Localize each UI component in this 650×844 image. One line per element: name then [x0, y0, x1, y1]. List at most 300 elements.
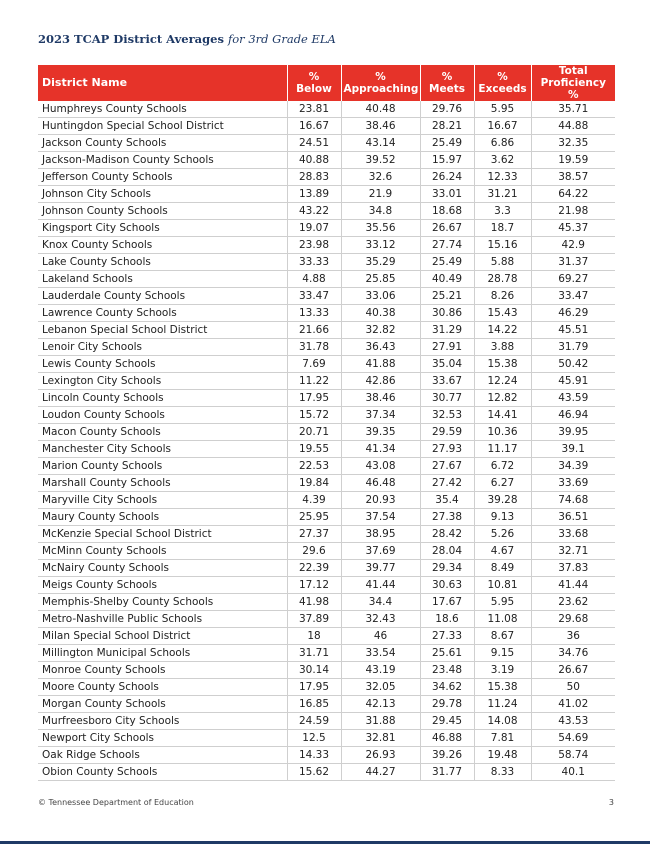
approaching-cell: 31.88	[341, 713, 420, 730]
header-label: %	[441, 71, 453, 83]
exceeds-cell: 5.95	[474, 594, 531, 611]
approaching-cell: 35.29	[341, 254, 420, 271]
exceeds-cell: 15.38	[474, 679, 531, 696]
header-label: Approaching	[343, 83, 419, 95]
table-row	[38, 526, 615, 543]
header-meets	[420, 65, 474, 101]
table-row	[38, 560, 615, 577]
district-name-cell: Kingsport City Schools	[38, 220, 287, 237]
table-row	[38, 101, 615, 118]
total-proficiency-cell: 34.76	[531, 645, 615, 662]
table-row	[38, 662, 615, 679]
exceeds-cell: 15.43	[474, 305, 531, 322]
district-name-cell: Oak Ridge Schools	[38, 747, 287, 764]
meets-cell: 30.63	[420, 577, 474, 594]
total-proficiency-cell: 45.91	[531, 373, 615, 390]
table-row	[38, 186, 615, 203]
total-proficiency-cell: 36.51	[531, 509, 615, 526]
total-proficiency-cell: 29.68	[531, 611, 615, 628]
below-cell: 13.89	[287, 186, 341, 203]
total-proficiency-cell: 45.51	[531, 322, 615, 339]
district-name-cell: Obion County Schools	[38, 764, 287, 781]
table-row	[38, 577, 615, 594]
exceeds-cell: 11.08	[474, 611, 531, 628]
meets-cell: 31.77	[420, 764, 474, 781]
approaching-cell: 33.06	[341, 288, 420, 305]
exceeds-cell: 9.13	[474, 509, 531, 526]
exceeds-cell: 9.15	[474, 645, 531, 662]
district-name-cell: Manchester City Schools	[38, 441, 287, 458]
approaching-cell: 32.81	[341, 730, 420, 747]
district-name-cell: Lewis County Schools	[38, 356, 287, 373]
meets-cell: 26.67	[420, 220, 474, 237]
table-row	[38, 135, 615, 152]
below-cell: 23.98	[287, 237, 341, 254]
exceeds-cell: 4.67	[474, 543, 531, 560]
meets-cell: 46.88	[420, 730, 474, 747]
exceeds-cell: 8.33	[474, 764, 531, 781]
approaching-cell: 41.44	[341, 577, 420, 594]
below-cell: 29.6	[287, 543, 341, 560]
table-row	[38, 543, 615, 560]
exceeds-cell: 8.26	[474, 288, 531, 305]
exceeds-cell: 18.7	[474, 220, 531, 237]
exceeds-cell: 14.41	[474, 407, 531, 424]
exceeds-cell: 28.78	[474, 271, 531, 288]
meets-cell: 29.34	[420, 560, 474, 577]
approaching-cell: 36.43	[341, 339, 420, 356]
approaching-cell: 34.4	[341, 594, 420, 611]
district-name-cell: Huntingdon Special School District	[38, 118, 287, 135]
meets-cell: 26.24	[420, 169, 474, 186]
below-cell: 41.98	[287, 594, 341, 611]
table-row	[38, 203, 615, 220]
approaching-cell: 43.08	[341, 458, 420, 475]
total-proficiency-cell: 44.88	[531, 118, 615, 135]
approaching-cell: 41.34	[341, 441, 420, 458]
district-name-cell: Meigs County Schools	[38, 577, 287, 594]
approaching-cell: 35.56	[341, 220, 420, 237]
table-row	[38, 220, 615, 237]
table-row	[38, 764, 615, 781]
table-row	[38, 492, 615, 509]
district-name-cell: Knox County Schools	[38, 237, 287, 254]
meets-cell: 25.21	[420, 288, 474, 305]
table-row	[38, 271, 615, 288]
meets-cell: 27.33	[420, 628, 474, 645]
meets-cell: 29.76	[420, 101, 474, 118]
table-header-row	[38, 65, 615, 101]
total-proficiency-cell: 33.47	[531, 288, 615, 305]
district-name-cell: Lexington City Schools	[38, 373, 287, 390]
header-label: %	[375, 71, 386, 83]
table-row	[38, 611, 615, 628]
approaching-cell: 21.9	[341, 186, 420, 203]
below-cell: 24.59	[287, 713, 341, 730]
below-cell: 31.71	[287, 645, 341, 662]
page-number: 3	[608, 798, 614, 807]
approaching-cell: 34.8	[341, 203, 420, 220]
meets-cell: 25.49	[420, 135, 474, 152]
exceeds-cell: 14.22	[474, 322, 531, 339]
exceeds-cell: 5.88	[474, 254, 531, 271]
table-row	[38, 356, 615, 373]
total-proficiency-cell: 43.53	[531, 713, 615, 730]
exceeds-cell: 3.3	[474, 203, 531, 220]
district-name-cell: Murfreesboro City Schools	[38, 713, 287, 730]
exceeds-cell: 11.24	[474, 696, 531, 713]
below-cell: 17.95	[287, 679, 341, 696]
exceeds-cell: 15.38	[474, 356, 531, 373]
below-cell: 43.22	[287, 203, 341, 220]
meets-cell: 29.59	[420, 424, 474, 441]
district-name-cell: Monroe County Schools	[38, 662, 287, 679]
table-row	[38, 679, 615, 696]
below-cell: 7.69	[287, 356, 341, 373]
total-proficiency-cell: 35.71	[531, 101, 615, 118]
below-cell: 19.55	[287, 441, 341, 458]
approaching-cell: 41.88	[341, 356, 420, 373]
district-name-cell: Johnson City Schools	[38, 186, 287, 203]
meets-cell: 18.68	[420, 203, 474, 220]
below-cell: 17.12	[287, 577, 341, 594]
below-cell: 22.53	[287, 458, 341, 475]
approaching-cell: 37.69	[341, 543, 420, 560]
header-label: Proficiency %	[540, 77, 606, 101]
below-cell: 13.33	[287, 305, 341, 322]
district-name-cell: Maury County Schools	[38, 509, 287, 526]
table-row	[38, 441, 615, 458]
meets-cell: 18.6	[420, 611, 474, 628]
approaching-cell: 46.48	[341, 475, 420, 492]
district-name-cell: Macon County Schools	[38, 424, 287, 441]
district-name-cell: Millington Municipal Schools	[38, 645, 287, 662]
total-proficiency-cell: 23.62	[531, 594, 615, 611]
district-name-cell: Lenoir City Schools	[38, 339, 287, 356]
total-proficiency-cell: 69.27	[531, 271, 615, 288]
approaching-cell: 37.34	[341, 407, 420, 424]
table-row	[38, 713, 615, 730]
district-name-cell: Newport City Schools	[38, 730, 287, 747]
meets-cell: 17.67	[420, 594, 474, 611]
approaching-cell: 20.93	[341, 492, 420, 509]
approaching-cell: 38.95	[341, 526, 420, 543]
meets-cell: 23.48	[420, 662, 474, 679]
header-label: %	[497, 71, 508, 83]
below-cell: 21.66	[287, 322, 341, 339]
approaching-cell: 25.85	[341, 271, 420, 288]
approaching-cell: 32.6	[341, 169, 420, 186]
meets-cell: 27.38	[420, 509, 474, 526]
meets-cell: 30.77	[420, 390, 474, 407]
approaching-cell: 42.13	[341, 696, 420, 713]
meets-cell: 29.45	[420, 713, 474, 730]
below-cell: 23.81	[287, 101, 341, 118]
district-name-cell: Jefferson County Schools	[38, 169, 287, 186]
approaching-cell: 38.46	[341, 390, 420, 407]
exceeds-cell: 31.21	[474, 186, 531, 203]
exceeds-cell: 10.81	[474, 577, 531, 594]
total-proficiency-cell: 45.37	[531, 220, 615, 237]
district-name-cell: Lawrence County Schools	[38, 305, 287, 322]
table-row	[38, 373, 615, 390]
district-name-cell: Loudon County Schools	[38, 407, 287, 424]
table-row	[38, 594, 615, 611]
total-proficiency-cell: 64.22	[531, 186, 615, 203]
below-cell: 15.72	[287, 407, 341, 424]
meets-cell: 32.53	[420, 407, 474, 424]
meets-cell: 31.29	[420, 322, 474, 339]
table-row	[38, 645, 615, 662]
approaching-cell: 44.27	[341, 764, 420, 781]
table-row	[38, 288, 615, 305]
table-row	[38, 322, 615, 339]
below-cell: 4.39	[287, 492, 341, 509]
approaching-cell: 32.43	[341, 611, 420, 628]
district-name-cell: Lebanon Special School District	[38, 322, 287, 339]
meets-cell: 28.04	[420, 543, 474, 560]
total-proficiency-cell: 36	[531, 628, 615, 645]
table-row	[38, 696, 615, 713]
district-name-cell: McNairy County Schools	[38, 560, 287, 577]
total-proficiency-cell: 32.71	[531, 543, 615, 560]
approaching-cell: 26.93	[341, 747, 420, 764]
exceeds-cell: 8.67	[474, 628, 531, 645]
exceeds-cell: 14.08	[474, 713, 531, 730]
total-proficiency-cell: 38.57	[531, 169, 615, 186]
exceeds-cell: 6.27	[474, 475, 531, 492]
district-name-cell: McKenzie Special School District	[38, 526, 287, 543]
table-row	[38, 118, 615, 135]
table-row	[38, 339, 615, 356]
district-table	[38, 65, 615, 781]
district-name-cell: Marion County Schools	[38, 458, 287, 475]
below-cell: 14.33	[287, 747, 341, 764]
header-exceeds	[474, 65, 531, 101]
approaching-cell: 39.35	[341, 424, 420, 441]
table-row	[38, 390, 615, 407]
total-proficiency-cell: 31.37	[531, 254, 615, 271]
meets-cell: 28.21	[420, 118, 474, 135]
total-proficiency-cell: 54.69	[531, 730, 615, 747]
approaching-cell: 37.54	[341, 509, 420, 526]
header-label: District Name	[42, 76, 128, 89]
district-name-cell: Lake County Schools	[38, 254, 287, 271]
meets-cell: 33.01	[420, 186, 474, 203]
table-row	[38, 730, 615, 747]
exceeds-cell: 6.86	[474, 135, 531, 152]
meets-cell: 35.4	[420, 492, 474, 509]
below-cell: 25.95	[287, 509, 341, 526]
header-label: Exceeds	[478, 83, 527, 95]
exceeds-cell: 8.49	[474, 560, 531, 577]
table-row	[38, 407, 615, 424]
meets-cell: 29.78	[420, 696, 474, 713]
total-proficiency-cell: 33.69	[531, 475, 615, 492]
title-subtitle: for 3rd Grade ELA	[227, 32, 336, 46]
below-cell: 27.37	[287, 526, 341, 543]
table-row	[38, 305, 615, 322]
meets-cell: 15.97	[420, 152, 474, 169]
table-row	[38, 237, 615, 254]
below-cell: 18	[287, 628, 341, 645]
below-cell: 24.51	[287, 135, 341, 152]
table-body	[38, 101, 615, 781]
exceeds-cell: 15.16	[474, 237, 531, 254]
district-name-cell: Lincoln County Schools	[38, 390, 287, 407]
total-proficiency-cell: 58.74	[531, 747, 615, 764]
table-row	[38, 254, 615, 271]
exceeds-cell: 39.28	[474, 492, 531, 509]
district-name-cell: Marshall County Schools	[38, 475, 287, 492]
exceeds-cell: 12.82	[474, 390, 531, 407]
below-cell: 22.39	[287, 560, 341, 577]
page-title	[38, 32, 336, 46]
total-proficiency-cell: 26.67	[531, 662, 615, 679]
header-approaching	[341, 65, 420, 101]
header-label: Meets	[429, 83, 465, 95]
exceeds-cell: 12.24	[474, 373, 531, 390]
meets-cell: 27.91	[420, 339, 474, 356]
total-proficiency-cell: 41.02	[531, 696, 615, 713]
approaching-cell: 43.19	[341, 662, 420, 679]
district-name-cell: Johnson County Schools	[38, 203, 287, 220]
approaching-cell: 43.14	[341, 135, 420, 152]
table-row	[38, 475, 615, 492]
total-proficiency-cell: 33.68	[531, 526, 615, 543]
below-cell: 12.5	[287, 730, 341, 747]
table-row	[38, 152, 615, 169]
meets-cell: 39.26	[420, 747, 474, 764]
approaching-cell: 32.82	[341, 322, 420, 339]
meets-cell: 25.49	[420, 254, 474, 271]
below-cell: 37.89	[287, 611, 341, 628]
below-cell: 30.14	[287, 662, 341, 679]
total-proficiency-cell: 31.79	[531, 339, 615, 356]
exceeds-cell: 5.26	[474, 526, 531, 543]
meets-cell: 40.49	[420, 271, 474, 288]
footer-copyright: © Tennessee Department of Education	[38, 798, 194, 807]
district-name-cell: Memphis-Shelby County Schools	[38, 594, 287, 611]
below-cell: 28.83	[287, 169, 341, 186]
district-name-cell: Moore County Schools	[38, 679, 287, 696]
exceeds-cell: 7.81	[474, 730, 531, 747]
below-cell: 19.07	[287, 220, 341, 237]
below-cell: 20.71	[287, 424, 341, 441]
total-proficiency-cell: 50.42	[531, 356, 615, 373]
below-cell: 33.33	[287, 254, 341, 271]
district-name-cell: Milan Special School District	[38, 628, 287, 645]
header-below	[287, 65, 341, 101]
below-cell: 33.47	[287, 288, 341, 305]
title-main: 2023 TCAP District Averages	[38, 32, 224, 46]
approaching-cell: 40.48	[341, 101, 420, 118]
table-row	[38, 458, 615, 475]
exceeds-cell: 16.67	[474, 118, 531, 135]
total-proficiency-cell: 74.68	[531, 492, 615, 509]
exceeds-cell: 3.88	[474, 339, 531, 356]
below-cell: 17.95	[287, 390, 341, 407]
exceeds-cell: 19.48	[474, 747, 531, 764]
meets-cell: 27.67	[420, 458, 474, 475]
total-proficiency-cell: 46.94	[531, 407, 615, 424]
total-proficiency-cell: 39.95	[531, 424, 615, 441]
meets-cell: 25.61	[420, 645, 474, 662]
meets-cell: 33.67	[420, 373, 474, 390]
approaching-cell: 33.12	[341, 237, 420, 254]
below-cell: 16.85	[287, 696, 341, 713]
district-name-cell: Jackson County Schools	[38, 135, 287, 152]
total-proficiency-cell: 40.1	[531, 764, 615, 781]
below-cell: 31.78	[287, 339, 341, 356]
header-label: %	[308, 71, 320, 83]
table-row	[38, 424, 615, 441]
meets-cell: 28.42	[420, 526, 474, 543]
approaching-cell: 39.52	[341, 152, 420, 169]
meets-cell: 27.42	[420, 475, 474, 492]
exceeds-cell: 11.17	[474, 441, 531, 458]
total-proficiency-cell: 42.9	[531, 237, 615, 254]
meets-cell: 35.04	[420, 356, 474, 373]
total-proficiency-cell: 32.35	[531, 135, 615, 152]
meets-cell: 34.62	[420, 679, 474, 696]
table-row	[38, 509, 615, 526]
district-name-cell: Lauderdale County Schools	[38, 288, 287, 305]
total-proficiency-cell: 39.1	[531, 441, 615, 458]
below-cell: 19.84	[287, 475, 341, 492]
exceeds-cell: 10.36	[474, 424, 531, 441]
total-proficiency-cell: 37.83	[531, 560, 615, 577]
table-row	[38, 628, 615, 645]
header-label: Below	[296, 83, 332, 95]
below-cell: 11.22	[287, 373, 341, 390]
exceeds-cell: 6.72	[474, 458, 531, 475]
exceeds-cell: 12.33	[474, 169, 531, 186]
approaching-cell: 40.38	[341, 305, 420, 322]
district-name-cell: Metro-Nashville Public Schools	[38, 611, 287, 628]
approaching-cell: 46	[341, 628, 420, 645]
below-cell: 16.67	[287, 118, 341, 135]
total-proficiency-cell: 46.29	[531, 305, 615, 322]
approaching-cell: 32.05	[341, 679, 420, 696]
district-name-cell: Humphreys County Schools	[38, 101, 287, 118]
table-row	[38, 169, 615, 186]
below-cell: 4.88	[287, 271, 341, 288]
table-row	[38, 747, 615, 764]
district-name-cell: McMinn County Schools	[38, 543, 287, 560]
exceeds-cell: 3.62	[474, 152, 531, 169]
approaching-cell: 33.54	[341, 645, 420, 662]
below-cell: 40.88	[287, 152, 341, 169]
total-proficiency-cell: 43.59	[531, 390, 615, 407]
meets-cell: 27.93	[420, 441, 474, 458]
below-cell: 15.62	[287, 764, 341, 781]
approaching-cell: 39.77	[341, 560, 420, 577]
total-proficiency-cell: 19.59	[531, 152, 615, 169]
district-name-cell: Morgan County Schools	[38, 696, 287, 713]
header-total-proficiency	[531, 65, 615, 101]
approaching-cell: 42.86	[341, 373, 420, 390]
header-label: Total	[558, 65, 588, 77]
exceeds-cell: 3.19	[474, 662, 531, 679]
meets-cell: 27.74	[420, 237, 474, 254]
total-proficiency-cell: 21.98	[531, 203, 615, 220]
approaching-cell: 38.46	[341, 118, 420, 135]
district-name-cell: Maryville City Schools	[38, 492, 287, 509]
exceeds-cell: 5.95	[474, 101, 531, 118]
meets-cell: 30.86	[420, 305, 474, 322]
total-proficiency-cell: 50	[531, 679, 615, 696]
